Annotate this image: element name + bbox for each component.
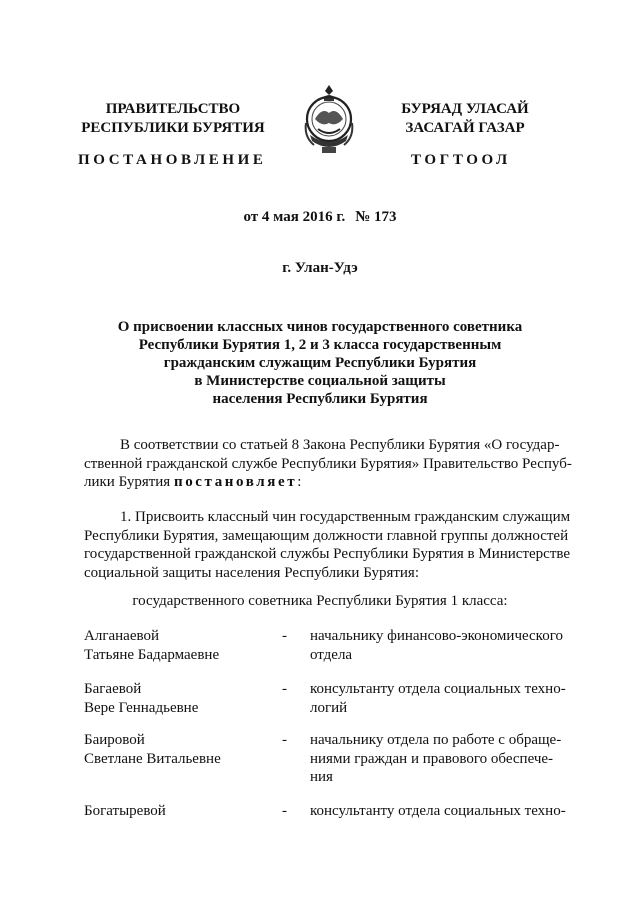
name-line: Вере Геннадьевне — [84, 699, 199, 716]
resolves-word: постановляет — [173, 474, 298, 491]
government-name-bua — [380, 100, 550, 138]
name-line: Богатыревой — [84, 803, 166, 819]
appointee-position — [310, 680, 574, 717]
name-line: Алганаевой — [84, 628, 159, 644]
title-line: О присвоении классных чинов государственного советника — [117, 319, 523, 335]
government-name-ru — [78, 100, 268, 138]
preamble-paragraph — [84, 436, 572, 492]
appointee-position — [310, 731, 574, 787]
preamble-line: В соответствии со статьей 8 Закона Республики Бурятия «О государ- — [120, 437, 560, 453]
position-line: логий — [310, 699, 348, 716]
appointee-position — [310, 802, 574, 821]
doc-type-bua: ТОГТООЛ — [411, 152, 511, 168]
preamble-line-prefix: лики Бурятия — [84, 474, 174, 491]
document-date: от 4 мая 2016 г. — [243, 209, 346, 225]
position-line: отдела — [310, 646, 353, 663]
name-line: Татьяне Бадармаевне — [84, 646, 220, 663]
preamble-line — [84, 473, 572, 492]
title-line: в Министерстве социальной защиты — [194, 373, 446, 389]
appointee-position — [310, 627, 574, 664]
title-line: Республики Бурятия 1, 2 и 3 класса государственным — [138, 337, 502, 353]
name-line: Баировой — [84, 732, 145, 748]
item-1-line: Республики Бурятия, замещающим должности главной группы должностей — [84, 527, 569, 544]
preamble-line: ственной гражданской службе Республики Бурятия» Правительство Респуб- — [84, 455, 572, 472]
dash-separator: - — [282, 803, 287, 819]
document-number: № 173 — [355, 209, 397, 225]
position-line: ниями граждан и правового обеспече- — [310, 750, 554, 767]
position-line: начальнику отдела по работе с обраще- — [310, 732, 562, 748]
item-1-line: социальной защиты населения Республики Бурятия: — [84, 564, 419, 581]
title-line: населения Республики Бурятия — [212, 391, 428, 407]
document-city: г. Улан-Удэ — [282, 260, 358, 276]
dash-separator: - — [282, 628, 287, 644]
name-line: Светлане Витальевне — [84, 750, 221, 767]
position-line: консультанту отдела социальных техно- — [310, 803, 566, 819]
government-name-ru-line-2: РЕСПУБЛИКИ БУРЯТИЯ — [81, 120, 265, 136]
doc-type-ru: ПОСТАНОВЛЕНИЕ — [78, 152, 267, 168]
government-name-ru-line-1: ПРАВИТЕЛЬСТВО — [105, 101, 241, 117]
appointee-name — [84, 802, 274, 821]
appointee-name — [84, 627, 274, 664]
appointee-name — [84, 680, 274, 717]
dash-separator: - — [282, 732, 287, 748]
date-number-line — [0, 209, 640, 226]
document-title — [80, 318, 560, 408]
government-name-bua-line-1: БУРЯАД УЛАСАЙ — [401, 101, 529, 117]
position-line: начальнику финансово-экономического — [310, 628, 563, 644]
dash-separator: - — [282, 681, 287, 697]
item-1-line: государственной гражданской службы Республики Бурятия в Министерстве — [84, 546, 571, 563]
item-1-line: 1. Присвоить классный чин государственным гражданским служащим — [120, 509, 571, 525]
title-line: гражданским служащим Республики Бурятия — [163, 355, 477, 371]
item-1-paragraph — [84, 508, 572, 582]
government-name-bua-line-2: ЗАСАГАЙ ГАЗАР — [405, 120, 525, 136]
preamble-line-suffix: : — [297, 474, 302, 491]
position-line: ния — [310, 769, 333, 786]
name-line: Багаевой — [84, 681, 142, 697]
class-heading: государственного советника Республики Бурятия 1 класса: — [132, 593, 508, 609]
position-line: консультанту отдела социальных техно- — [310, 681, 566, 697]
buryatia-coat-of-arms-icon — [302, 83, 356, 157]
appointee-name — [84, 731, 274, 768]
